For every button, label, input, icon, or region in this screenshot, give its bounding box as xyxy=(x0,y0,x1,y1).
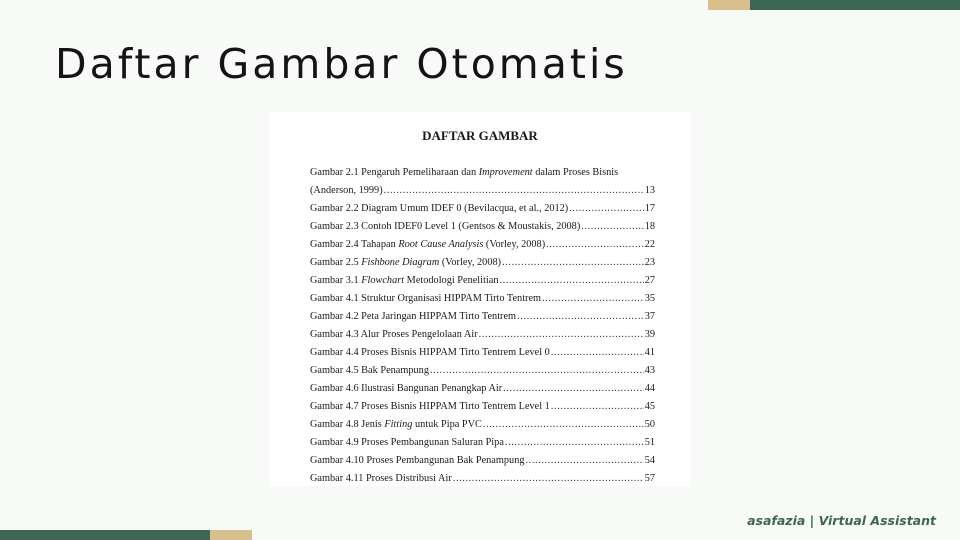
dot-leader xyxy=(483,416,644,434)
figure-page-number: 18 xyxy=(644,221,655,232)
figure-entry xyxy=(310,182,655,200)
figure-entry-label: (Anderson, 1999) xyxy=(310,185,383,196)
figure-entry xyxy=(310,380,655,398)
figure-page-number: 51 xyxy=(644,437,655,448)
dot-leader xyxy=(551,344,644,362)
figure-entry-label: Gambar 2.2 Diagram Umum IDEF 0 (Bevilacqua, et al., 2012) xyxy=(310,203,569,214)
slide-title: Daftar Gambar Otomatis xyxy=(55,40,628,88)
figure-entry-label: Gambar 4.8 Jenis Fitting untuk Pipa PVC xyxy=(310,419,482,430)
figure-entry xyxy=(310,434,655,452)
figure-entry-label: Gambar 4.11 Proses Distribusi Air xyxy=(310,473,452,484)
figure-page-number: 35 xyxy=(644,293,655,304)
dot-leader xyxy=(503,380,644,398)
figure-entry xyxy=(310,344,655,362)
figure-entry xyxy=(310,308,655,326)
figure-entry xyxy=(310,236,655,254)
figure-list xyxy=(310,164,655,486)
dot-leader xyxy=(517,308,644,326)
dot-leader xyxy=(502,254,644,272)
figure-page-number: 22 xyxy=(644,239,655,250)
dot-leader xyxy=(569,200,643,218)
figure-entry xyxy=(310,290,655,308)
dot-leader xyxy=(499,272,643,290)
dot-leader xyxy=(479,326,644,344)
dot-leader xyxy=(542,290,644,308)
figure-entry-label: Gambar 4.3 Alur Proses Pengelolaan Air xyxy=(310,329,478,340)
figure-entry-label: Gambar 2.1 Pengaruh Pemeliharaan dan Improvement dalam Proses Bisnis xyxy=(310,167,619,178)
figure-entry-label: Gambar 2.5 Fishbone Diagram (Vorley, 2008) xyxy=(310,257,502,268)
figure-page-number: 44 xyxy=(644,383,655,394)
figure-entry-label: Gambar 4.6 Ilustrasi Bangunan Penangkap Air xyxy=(310,383,503,394)
document-heading: DAFTAR GAMBAR xyxy=(422,128,538,143)
figure-page-number: 13 xyxy=(644,185,655,196)
figure-page-number: 45 xyxy=(644,401,655,412)
figure-entry-label: Gambar 2.3 Contoh IDEF0 Level 1 (Gentsos & Moustakis, 2008) xyxy=(310,221,581,232)
figure-entry-label: Gambar 4.1 Struktur Organisasi HIPPAM Tirto Tentrem xyxy=(310,293,542,304)
figure-entry-label: Gambar 4.7 Proses Bisnis HIPPAM Tirto Tentrem Level 1 xyxy=(310,401,550,412)
figure-page-number: 50 xyxy=(644,419,655,430)
bottom-accent-bar-tan xyxy=(210,530,252,540)
figure-entry-label: Gambar 2.4 Tahapan Root Cause Analysis (Vorley, 2008) xyxy=(310,239,546,250)
figure-page-number: 57 xyxy=(644,473,655,484)
figure-entry xyxy=(310,254,655,272)
top-accent-bar-green xyxy=(750,0,960,10)
figure-page-number: 37 xyxy=(644,311,655,322)
figure-entry xyxy=(310,272,655,290)
dot-leader xyxy=(526,452,644,470)
dot-leader xyxy=(551,398,644,416)
figure-entry-label: Gambar 4.2 Peta Jaringan HIPPAM Tirto Tentrem xyxy=(310,311,517,322)
top-accent-bar-tan xyxy=(708,0,750,10)
figure-entry xyxy=(310,398,655,416)
figure-page-number: 23 xyxy=(644,257,655,268)
dot-leader xyxy=(384,182,644,200)
figure-entry xyxy=(310,218,655,236)
figure-entry-label: Gambar 4.5 Bak Penampung xyxy=(310,365,429,376)
figure-entry xyxy=(310,452,655,470)
figure-page-number: 27 xyxy=(644,275,655,286)
figure-page-number: 43 xyxy=(644,365,655,376)
figure-entry xyxy=(310,470,655,486)
dot-leader xyxy=(581,218,643,236)
figure-entry xyxy=(310,362,655,380)
figure-page-number: 41 xyxy=(644,347,655,358)
brand-footer: asafazia | Virtual Assistant xyxy=(747,513,936,528)
document-screenshot xyxy=(270,112,690,486)
figure-entry-label: Gambar 4.4 Proses Bisnis HIPPAM Tirto Tentrem Level 0 xyxy=(310,347,550,358)
figure-entry xyxy=(310,200,655,218)
figure-page-number: 54 xyxy=(644,455,655,466)
dot-leader xyxy=(505,434,644,452)
figure-entry-label: Gambar 3.1 Flowchart Metodologi Penelitian xyxy=(310,275,499,286)
bottom-accent-bar-green xyxy=(0,530,210,540)
figure-entry xyxy=(310,326,655,344)
dot-leader xyxy=(430,362,644,380)
figure-entry xyxy=(310,164,655,182)
figure-entry-label: Gambar 4.10 Proses Pembangunan Bak Penampung xyxy=(310,455,525,466)
figure-page-number: 17 xyxy=(644,203,655,214)
figure-entry-label: Gambar 4.9 Proses Pembangunan Saluran Pipa xyxy=(310,437,504,448)
figure-page-number: 39 xyxy=(644,329,655,340)
figure-entry xyxy=(310,416,655,434)
dot-leader xyxy=(453,470,644,486)
dot-leader xyxy=(546,236,644,254)
